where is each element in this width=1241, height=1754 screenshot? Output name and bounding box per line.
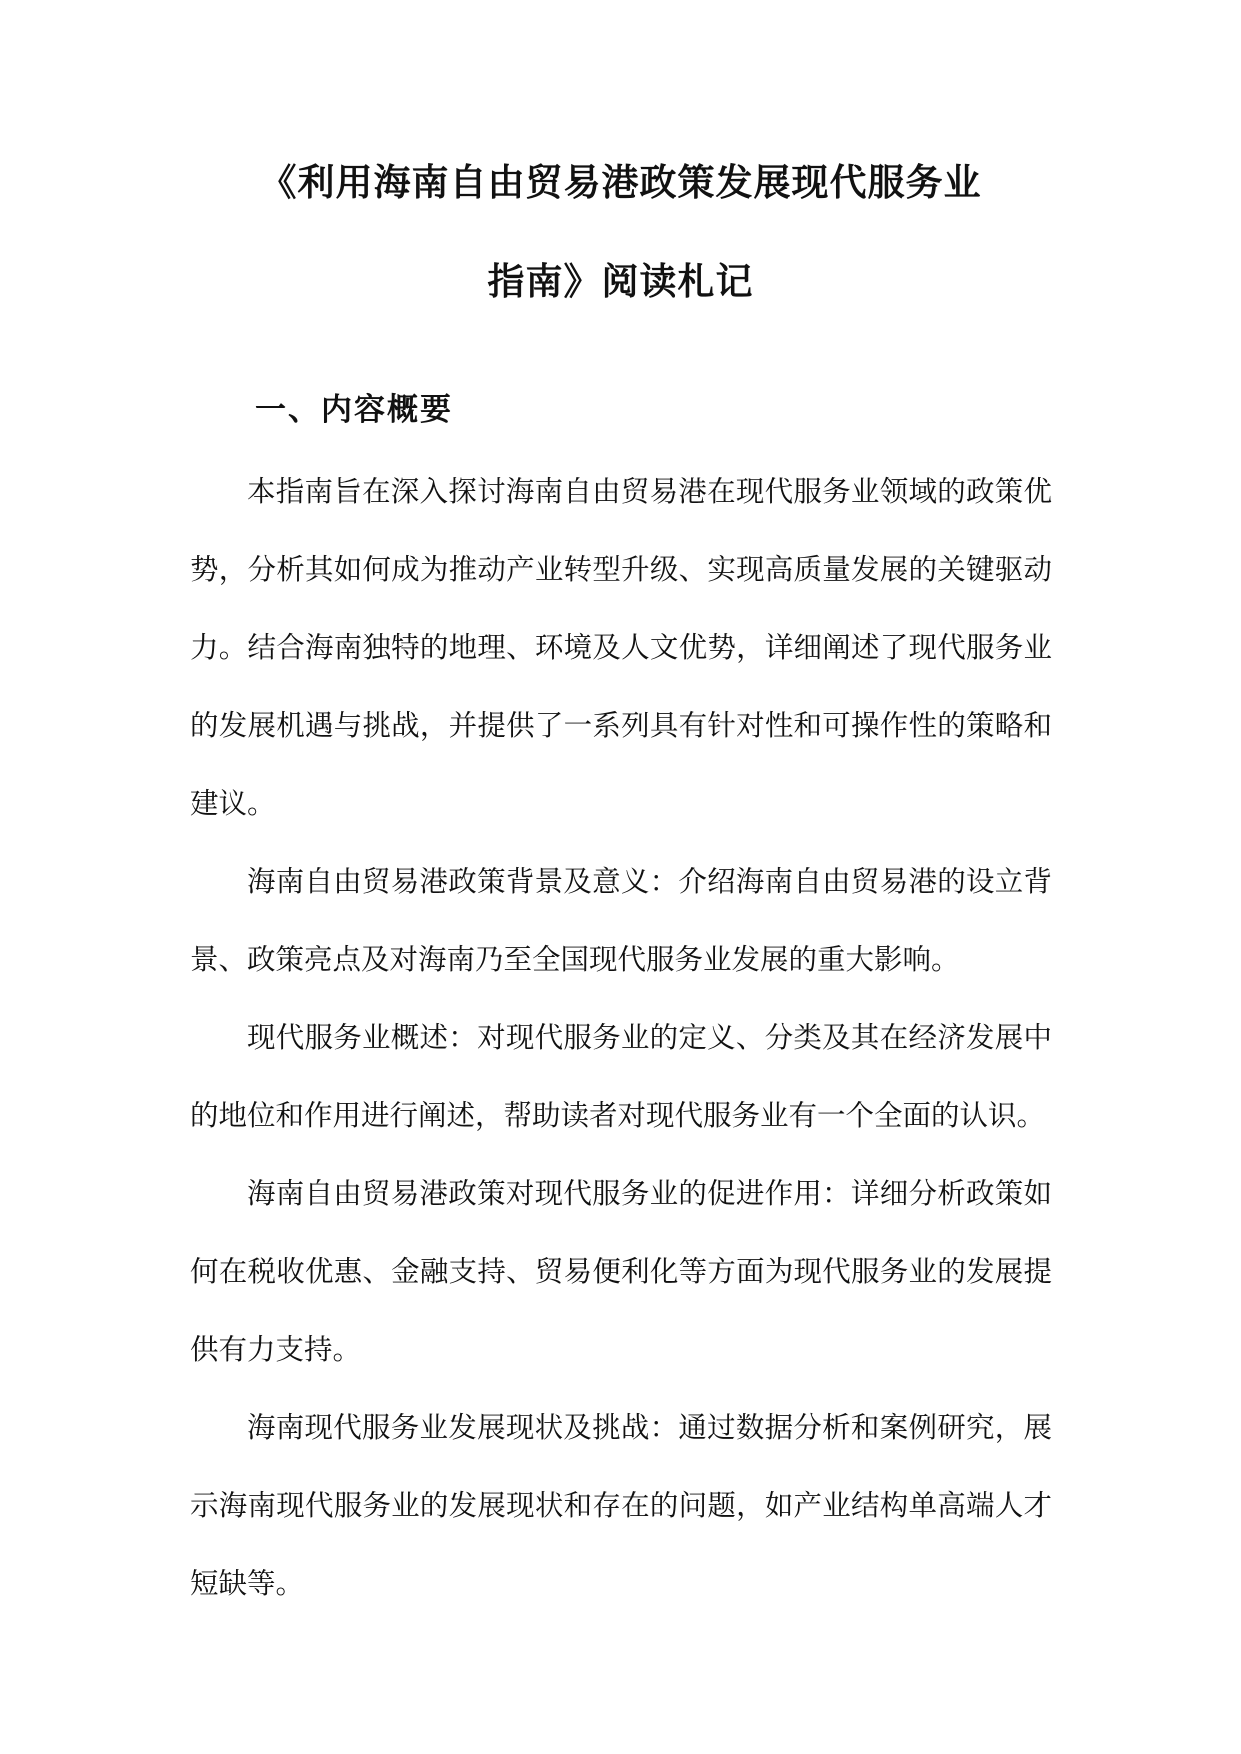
paragraph: 本指南旨在深入探讨海南自由贸易港在现代服务业领域的政策优势，分析其如何成为推动产业转型升级、实现高质量发展的关键驱动力。结合海南独特的地理、环境及人文优势，详细阐述了现代服务业的发展机遇与挑战，并提供了一系列具有针对性和可操作性的策略和建议。 [190,475,1052,820]
paragraph: 海南自由贸易港政策背景及意义：介绍海南自由贸易港的设立背景、政策亮点及对海南乃至全国现代服务业发展的重大影响。 [190,865,1052,976]
document-title-line-2: 指南》阅读札记 [487,260,754,303]
paragraph: 现代服务业概述：对现代服务业的定义、分类及其在经济发展中的地位和作用进行阐述，帮助读者对现代服务业有一个全面的认识。 [190,1021,1052,1132]
document-title-line-1: 《利用海南自由贸易港政策发展现代服务业 [259,161,982,204]
paragraph: 海南现代服务业发展现状及挑战：通过数据分析和案例研究，展示海南现代服务业的发展现状和存在的问题，如产业结构单高端人才短缺等。 [190,1411,1052,1600]
section-heading: 一、内容概要 [255,392,453,428]
paragraph: 海南自由贸易港政策对现代服务业的促进作用：详细分析政策如何在税收优惠、金融支持、贸易便利化等方面为现代服务业的发展提供有力支持。 [190,1177,1052,1366]
